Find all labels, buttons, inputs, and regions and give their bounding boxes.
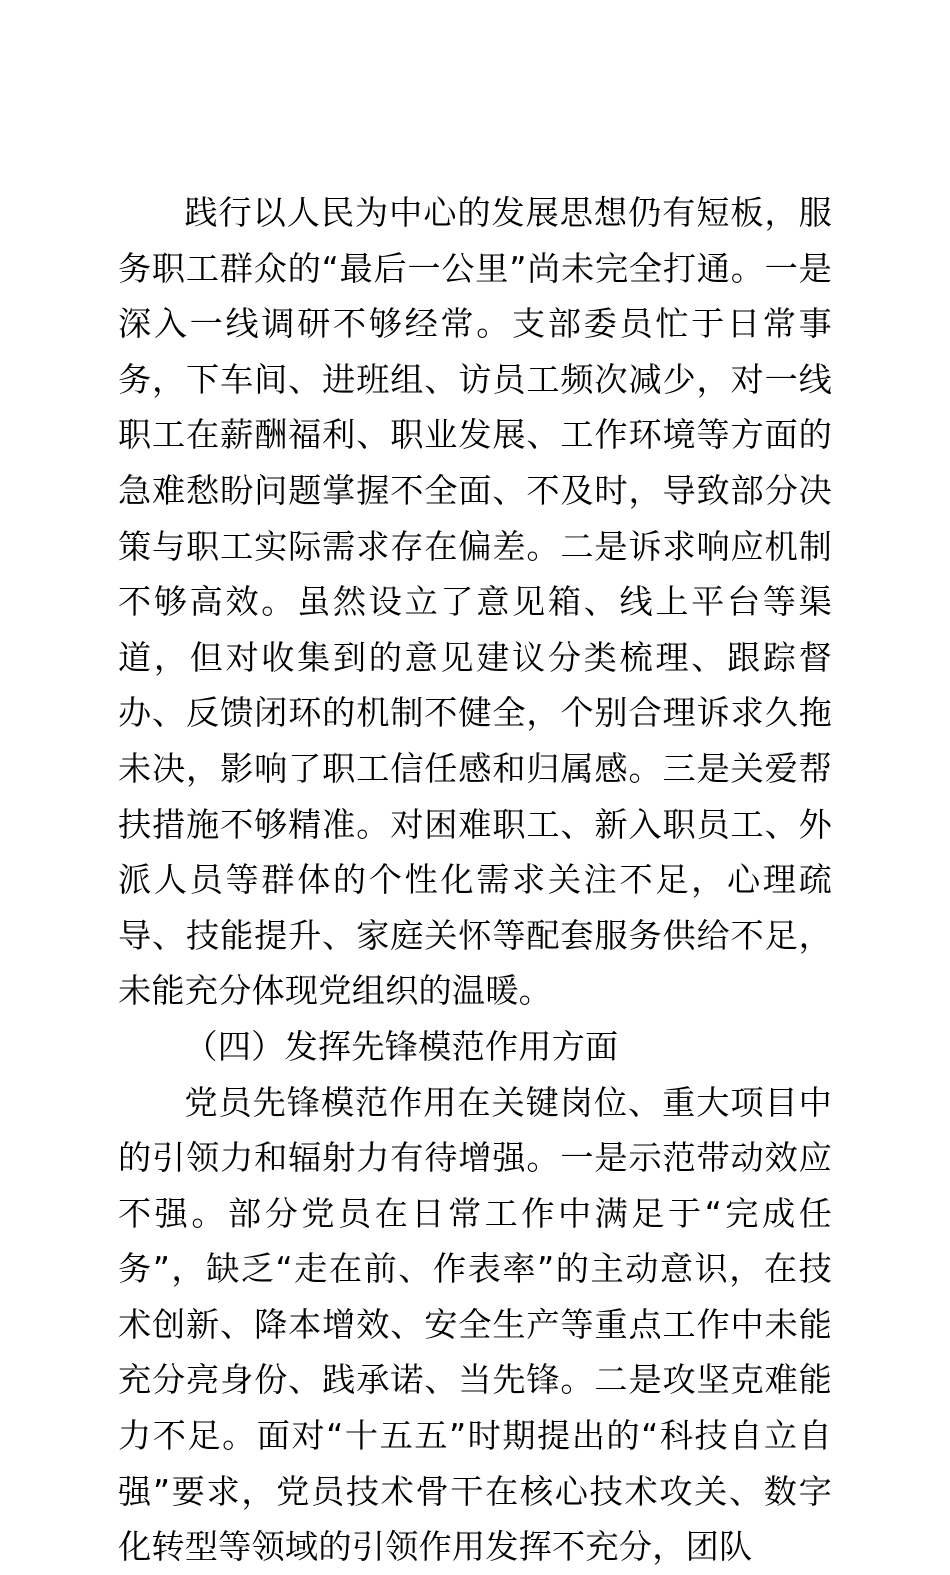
- heading-section-four: （四）发挥先锋模范作用方面: [184, 1026, 619, 1066]
- paragraph-serving-employees: 践行以人民为中心的发展思想仍有短板，服务职工群众的“最后一公里”尚未完全打通。一是深入一线调研不够经常。支部委员忙于日常事务，下车间、进班组、访员工频次减少，对一线职工在薪酬福利、职业发展、工作环境等方面的急难愁盼问题掌握不全面、不及时，导致部分决策与职工实际需求存在偏差。二是诉求响应机制不够高效。虽然设立了意见箱、线上平台等渠道，但对收集到的意见建议分类梳理、跟踪督办、反馈闭环的机制不健全，个别合理诉求久拖未决，影响了职工信任感和归属感。三是关爱帮扶措施不够精准。对困难职工、新入职员工、外派人员等群体的个性化需求关注不足，心理疏导、技能提升、家庭关怀等配套服务供给不足，未能充分体现党组织的温暖。: [118, 193, 832, 1011]
- document-body: [118, 185, 832, 1575]
- paragraph-vanguard-role: 党员先锋模范作用在关键岗位、重大项目中的引领力和辐射力有待增强。一是示范带动效应不强。部分党员在日常工作中满足于“完成任务”，缺乏“走在前、作表率”的主动意识，在技术创新、降本增效、安全生产等重点工作中未能充分亮身份、践承诺、当先锋。二是攻坚克难能力不足。面对“十五五”时期提出的“科技自立自强”要求，党员技术骨干在核心技术攻关、数字化转型等领域的引领作用发挥不充分，团队: [118, 1082, 832, 1567]
